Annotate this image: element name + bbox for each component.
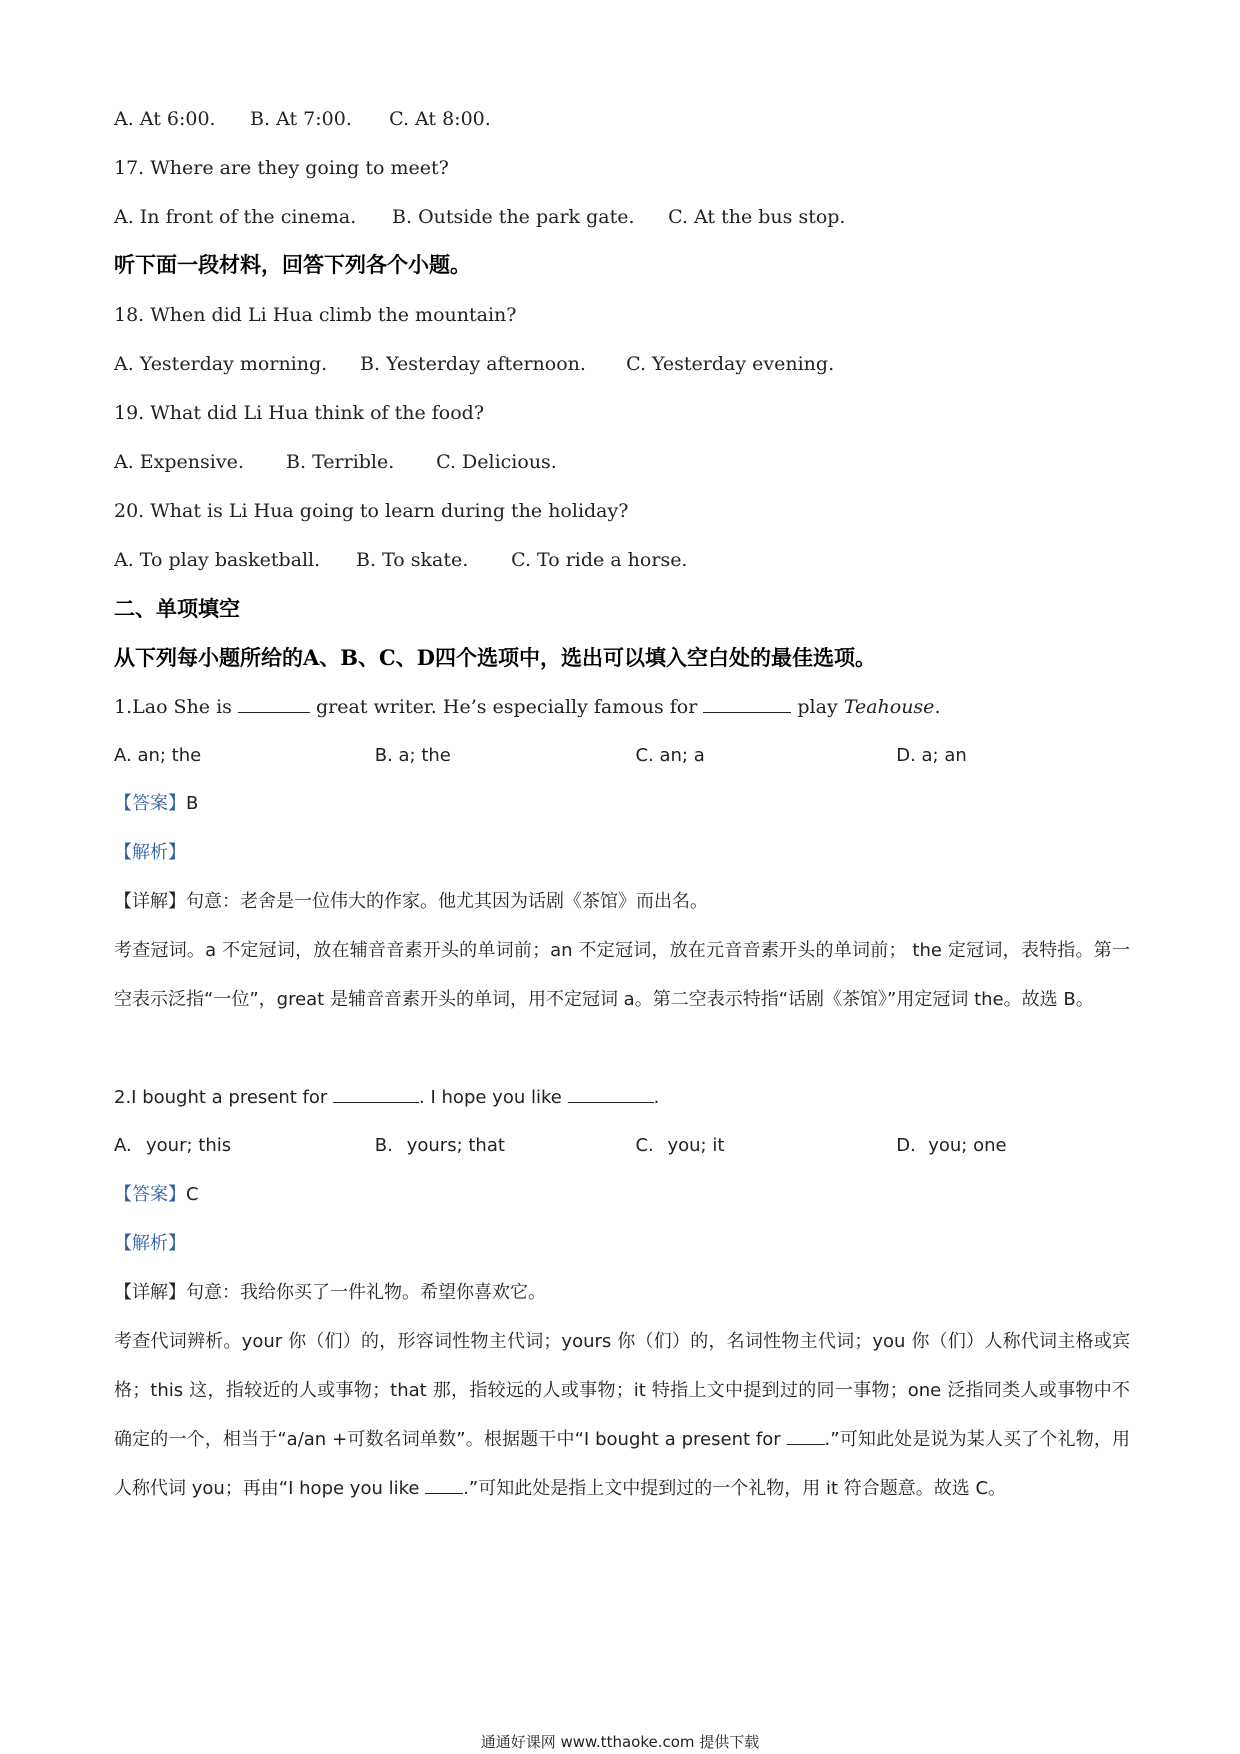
q16-option-a: A. At 6:00. [114,108,216,130]
item1-option-d: D. a; an [896,745,967,766]
item2-option-b [375,1133,630,1159]
item1-detail-text: 句意：老舍是一位伟大的作家。他尤其因为话剧《茶馆》而出名。 [186,891,708,912]
item1-answer-tag: 【答案】 [114,793,186,814]
item1-detail-tag: 【详解】 [114,891,186,912]
q18-option-b: B. Yesterday afternoon. [360,353,586,375]
q19-option-c: C. Delicious. [436,451,557,473]
item2-stem-part2: . I hope you like [419,1087,562,1108]
item2-stem [114,1084,659,1111]
q17-options [114,204,845,230]
q17-option-a: A. In front of the cinema. [114,206,357,228]
item1-blank-1 [238,694,310,713]
item2-explanation-blank-2 [425,1475,463,1494]
q19-options [114,449,557,475]
item1-detail [114,889,708,915]
item2-option-d-text: you; one [928,1135,1007,1156]
section-instruction: 从下列每小题所给的A、B、C、D四个选项中，选出可以填入空白处的最佳选项。 [114,645,876,670]
q20-options [114,547,687,573]
item1-option-a: A. an; the [114,745,202,766]
item2-option-d [896,1133,1006,1159]
item2-analysis-tag: 【解析】 [114,1233,186,1254]
q20-option-a: A. To play basketball. [114,549,321,571]
q19-option-a: A. Expensive. [114,451,244,473]
item1-answer [114,791,198,817]
item1-options [114,743,967,769]
item2-answer-value: C [186,1184,199,1205]
q16-option-b: B. At 7:00. [250,108,352,130]
item2-explanation [114,1317,1130,1513]
item2-stem-part1: 2.I bought a present for [114,1087,328,1108]
q20-option-b: B. To skate. [356,549,469,571]
q17-question: 17. Where are they going to meet? [114,157,449,179]
item2-blank-1 [333,1084,419,1103]
item2-option-b-text: yours; that [406,1135,505,1156]
item1-stem-title: Teahouse [843,696,935,718]
item1-analysis-tag: 【解析】 [114,842,186,863]
item2-option-a [114,1133,369,1159]
item1-stem-part3: play [797,696,838,718]
item2-detail [114,1280,546,1306]
q18-options [114,351,834,377]
item2-stem-end: . [653,1087,660,1108]
item2-options [114,1133,1007,1159]
item2-answer [114,1182,199,1208]
item2-option-a-letter: A. [114,1135,132,1156]
item2-detail-text: 句意：我给你买了一件礼物。希望你喜欢它。 [186,1282,546,1303]
item2-option-c [635,1133,890,1159]
q20-option-c: C. To ride a horse. [511,549,688,571]
item1-stem-part2: great writer. He’s especially famous for [316,696,698,718]
item1-stem [114,694,940,720]
item2-explanation-part2: .”可知此处是说为某人买了个礼物，用人称代词 you；再由“I hope you like [114,1429,1130,1499]
section-heading: 二、单项填空 [114,596,240,621]
item1-stem-end: . [934,696,941,718]
q17-option-b: B. Outside the park gate. [392,206,635,228]
listening-instruction: 听下面一段材料，回答下列各个小题。 [114,252,471,277]
q17-option-c: C. At the bus stop. [668,206,846,228]
page-footer: 通通好课网 www.tthaoke.com 提供下载 [480,1733,760,1751]
item1-option-c: C. an; a [635,745,705,766]
q19-question: 19. What did Li Hua think of the food? [114,402,485,424]
q18-option-a: A. Yesterday morning. [114,353,328,375]
item2-option-b-letter: B. [374,1135,393,1156]
item1-explanation: 考查冠词。a 不定冠词，放在辅音音素开头的单词前；an 不定冠词，放在元音音素开头的单词前； the 定冠词，表特指。第一空表示泛指“一位”，great 是辅音音素开头的单词，用不定冠词 a。第二空表示特指“话剧《茶馆》”用定冠词 the。故选 B。 [114,940,1130,1010]
item1-answer-value: B [186,793,199,814]
item2-explanation-part3: .”可知此处是指上文中提到过的一个礼物，用 it 符合题意。故选 C。 [463,1478,1007,1499]
q16-option-c: C. At 8:00. [389,108,491,130]
item2-option-d-letter: D. [896,1135,916,1156]
q18-option-c: C. Yesterday evening. [626,353,835,375]
item2-option-c-letter: C. [635,1135,654,1156]
q19-option-b: B. Terrible. [286,451,395,473]
item2-option-a-text: your; this [146,1135,232,1156]
item2-explanation-blank-1 [787,1426,825,1445]
item2-option-c-text: you; it [667,1135,725,1156]
q20-question: 20. What is Li Hua going to learn during the holiday? [114,500,629,522]
item1-stem-part1: 1.Lao She is [114,696,232,718]
q16-options [114,106,491,132]
item1-option-b: B. a; the [374,745,451,766]
q18-question: 18. When did Li Hua climb the mountain? [114,304,517,326]
item2-detail-tag: 【详解】 [114,1282,186,1303]
item2-explanation-part1: 考查代词辨析。your 你（们）的，形容词性物主代词；yours 你（们）的，名词性物主代词；you 你（们）人称代词主格或宾格；this 这，指较近的人或事物；that 那，指较远的人或事物；it 特指上文中提到过的同一事物；one 泛指同类人或事物中不确定的一个，相当于“a/an +可数名词单数”。根据题干中“I bought a present for [114,1331,1130,1450]
item2-answer-tag: 【答案】 [114,1184,186,1205]
item1-blank-2 [703,694,791,713]
item2-blank-2 [568,1084,654,1103]
